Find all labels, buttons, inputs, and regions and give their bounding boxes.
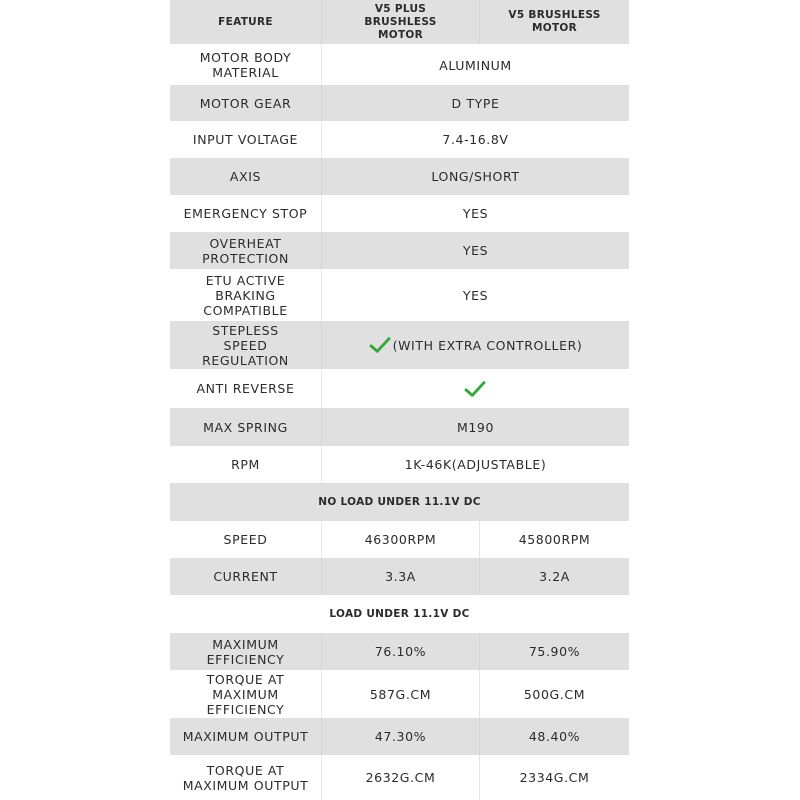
section-title: NO LOAD UNDER 11.1V DC (318, 495, 481, 508)
header-col-v5-plus: V5 PLUS BRUSHLESS MOTOR (322, 0, 480, 44)
row-label: STEPLESS SPEED REGULATION (170, 321, 322, 369)
table-row (170, 408, 629, 446)
row-value: M190 (456, 419, 495, 435)
row-label: CURRENT (170, 558, 322, 595)
value-v5: 2334G.CM (519, 770, 590, 785)
row-value: YES (462, 206, 489, 221)
row-label: AXIS (170, 158, 322, 195)
check-icon (464, 380, 486, 398)
row-label: SPEED (170, 521, 322, 558)
table-row (170, 633, 629, 670)
row-label: MOTOR GEAR (170, 85, 322, 121)
value-v5: 3.2A (539, 569, 570, 584)
check-icon (369, 336, 391, 354)
table-row (170, 195, 629, 232)
table-row (170, 121, 629, 158)
row-label: MAXIMUM OUTPUT (170, 718, 322, 755)
value-v5-plus: 76.10% (322, 633, 480, 670)
row-label: TORQUE AT MAXIMUM EFFICIENCY (170, 670, 322, 718)
row-value: D TYPE (451, 95, 500, 111)
value-v5: 75.90% (528, 644, 581, 659)
row-value: YES (462, 287, 489, 303)
stepless-note: (WITH EXTRA CONTROLLER) (392, 337, 583, 353)
table-row (170, 45, 629, 85)
table-row (170, 158, 629, 195)
header-col-v5: V5 BRUSHLESS MOTOR (508, 9, 601, 34)
row-value (322, 321, 629, 369)
header-feature: FEATURE (170, 0, 322, 44)
row-label: ANTI REVERSE (170, 369, 322, 408)
table-header (170, 0, 629, 44)
table-row (170, 755, 629, 800)
section-header-load (170, 595, 629, 633)
value-v5-plus: 47.30% (322, 718, 480, 755)
table-row (170, 269, 629, 321)
value-v5-plus: 3.3A (322, 558, 480, 595)
value-v5: 500G.CM (523, 686, 586, 702)
row-value: ALUMINUM (439, 57, 512, 73)
table-row (170, 321, 629, 369)
value-v5-plus: 587G.CM (322, 670, 480, 718)
row-value: 7.4-16.8V (442, 132, 509, 147)
table-row (170, 446, 629, 483)
value-v5: 48.40% (528, 729, 581, 744)
row-label: EMERGENCY STOP (170, 195, 322, 232)
row-label: TORQUE AT MAXIMUM OUTPUT (170, 755, 322, 800)
table-row (170, 558, 629, 595)
row-label: RPM (170, 446, 322, 483)
row-value: 1K-46K(ADJUSTABLE) (404, 457, 547, 472)
section-header-no-load (170, 483, 629, 521)
row-value: LONG/SHORT (431, 169, 520, 184)
value-v5-plus: 46300RPM (322, 521, 480, 558)
table-row (170, 85, 629, 121)
table-row (170, 521, 629, 558)
row-label: INPUT VOLTAGE (170, 121, 322, 158)
table-row (170, 718, 629, 755)
table-row (170, 369, 629, 408)
row-label: MAXIMUM EFFICIENCY (170, 633, 322, 670)
row-label: MOTOR BODY MATERIAL (170, 45, 322, 85)
row-label: MAX SPRING (170, 408, 322, 446)
section-title: LOAD UNDER 11.1V DC (329, 607, 470, 620)
table-row (170, 670, 629, 718)
table-row (170, 232, 629, 269)
row-label: ETU ACTIVE BRAKING COMPATIBLE (170, 269, 322, 321)
row-value: YES (462, 243, 489, 258)
row-label: OVERHEAT PROTECTION (170, 232, 322, 269)
row-value (322, 369, 629, 408)
value-v5-plus: 2632G.CM (322, 755, 480, 800)
value-v5: 45800RPM (518, 532, 591, 547)
